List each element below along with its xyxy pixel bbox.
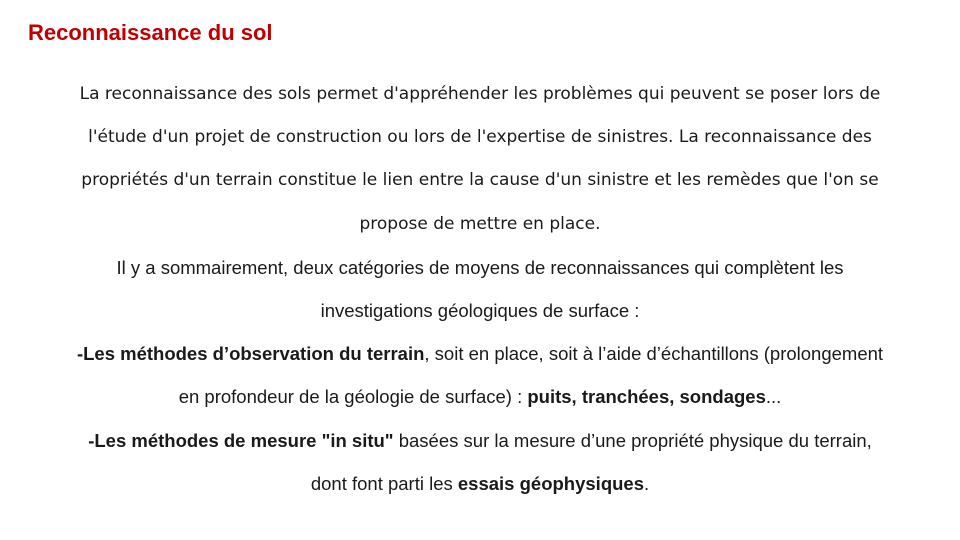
paragraph1-line3: propriétés d'un terrain constitue le lien entre la cause d'un sinistre et les remèdes que l'on se	[81, 170, 879, 191]
slide-body	[0, 73, 960, 505]
bullet2-bold-term: essais géophysiques	[457, 472, 645, 494]
bullet1-line2	[0, 375, 960, 418]
bullet1-rest: , soit en place, soit à l’aide d’échantillons (prolongement	[424, 343, 884, 365]
slide-title: Reconnaissance du sol	[28, 20, 273, 45]
bullet1-line1	[0, 332, 960, 375]
bullet2-bold-lead: -Les méthodes de mesure "in situ"	[88, 429, 394, 451]
bullet1-line2-start: en profondeur de la géologie de surface) :	[178, 386, 528, 408]
bullet1-bold-examples: puits, tranchées, sondages	[527, 386, 766, 408]
paragraph2-line2: investigations géologiques de surface :	[320, 300, 640, 322]
paragraph1-line4: propose de mettre en place.	[359, 213, 601, 234]
paragraph1-line1: La reconnaissance des sols permet d'appréhender les problèmes qui peuvent se poser lors de	[79, 84, 881, 104]
bullet2-period: .	[644, 472, 650, 494]
bullet1-ellipsis: ...	[765, 386, 782, 408]
bullet1-bold-lead: -Les méthodes d’observation du terrain	[76, 343, 425, 365]
bullet2-rest: basées sur la mesure d’une propriété physique du terrain,	[393, 429, 872, 451]
paragraph1-line2: l'étude d'un projet de construction ou lors de l'expertise de sinistres. La reconnaissance des	[88, 127, 872, 148]
bullet2-line1	[0, 419, 960, 462]
paragraph2-line1: Il y a sommairement, deux catégories de moyens de reconnaissances qui complètent les	[116, 256, 844, 278]
bullet2-line2-start: dont font parti les	[310, 472, 458, 494]
bullet2-line2	[0, 462, 960, 505]
